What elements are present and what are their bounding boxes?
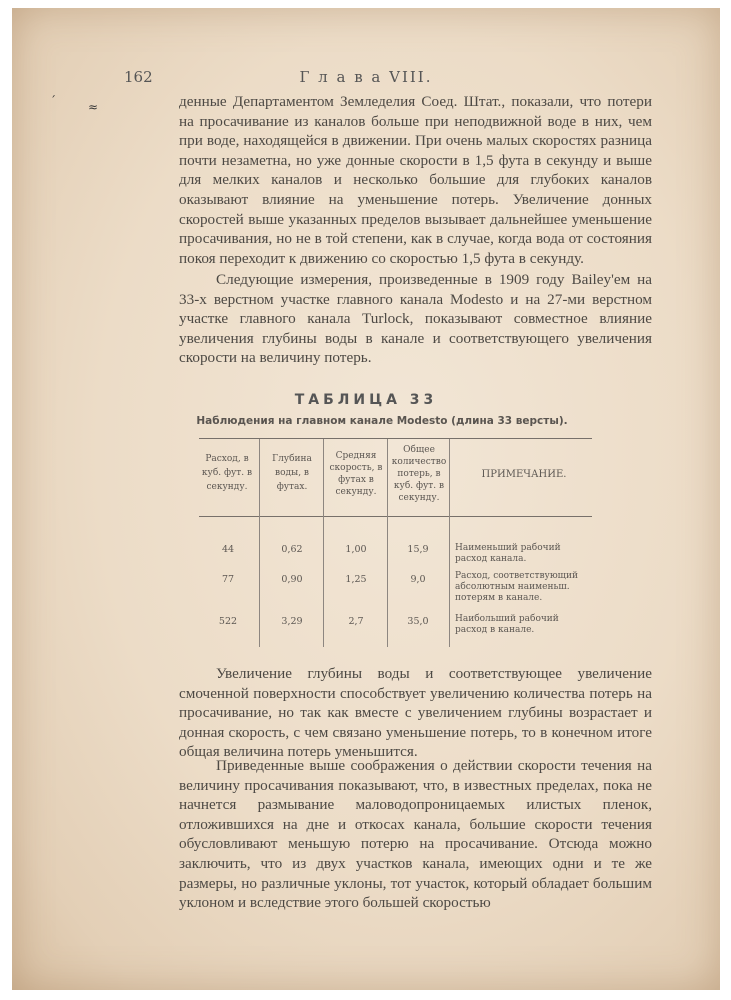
cell-loss-1: 15,9 [407,544,429,555]
cell-flow-2: 77 [221,574,235,585]
cell-note-2: Расход, соответствующий абсолютным наименьш. потерям в канале. [455,571,579,603]
cell-note-3: Наибольший рабочий расход в канале. [455,614,559,635]
cell-speed-2: 1,25 [345,574,367,585]
cell-depth-1: 0,62 [281,544,303,555]
data-table [187,438,592,648]
table-subtitle: Наблюдения на главном канале Modesto (длина 33 версты). [196,415,568,427]
cell-loss-3: 35,0 [407,616,429,627]
paragraph-2: Следующие измерения, произведенные в 1909 году Bailey'ем на 33-х верстном участке главного канала Modesto и на 27-ми верстном участке главного канала Turlock, показывают совместное влияние увеличения глубины воды в канале и соответствующего увеличения скорости на величину потерь. [179,271,652,367]
paragraph-4: Приведенные выше соображения о действии скорости течения на величину просачивания показывают, что, в известных пределах, пока не начнется размывание маловодопроницаемых илистых пленок, отложившихся на дне и откосах канала, большие скорости течения обусловливают меньшую потерю на просачивание. Отсюда можно заключить, что из двух участков канала, имеющих одни и те же размеры, но различные уклоны, тот участок, который обладает большим уклоном и вследствие этого большей скоростью [179,757,652,912]
paragraph-1: денные Департаментом Земледелия Соед. Штат., показали, что потери на просачивание из каналов больше при неподвижной воде в них, чем при воде, находящейся в движении. При очень малых скоростях разница почти незаметна, но уже донные скорости в 1,5 фута в секунду и выше для мелких каналов и несколько большие для глубоких каналов оказывают влияние на уменьшение потерь. Увеличение донных скоростей выше указанных пределов вызывает дальнейшее уменьшение просачивания, но не в той степени, как в случае, когда вода от состояния покоя переходит к движению со скоростью 1,5 фута в секунду. [179,93,652,267]
column-divider [323,439,324,647]
cell-speed-3: 2,7 [348,616,364,627]
table-header-rule [199,516,592,517]
header-loss: Общее количество потерь, в куб. фут. в секунду. [391,445,447,503]
column-divider [449,439,450,647]
header-flow: Расход, в куб. фут. в секунду. [201,454,253,492]
header-speed: Средняя скорость, в футах в секунду. [329,451,383,497]
cell-speed-1: 1,00 [345,544,367,555]
margin-mark: ≈ [88,100,99,114]
paragraph-3: Увеличение глубины воды и соответствующее увеличение смоченной поверхности способствует увеличению количества потерь на просачивание, но так как вместе с увеличением глубины возрастает и донная скорость, с чем связано уменьшение потерь, то в конечном итоге общая величина потерь уменьшится. [179,665,652,761]
page-number: 162 [124,68,153,86]
cell-note-1: Наименьший рабочий расход канала. [455,543,561,564]
book-page [12,8,720,990]
table-title: ТАБЛИЦА 33 [294,392,438,408]
header-note: ПРИМЕЧАНИЕ. [481,469,567,480]
table-top-rule [199,438,592,439]
cell-depth-3: 3,29 [281,616,303,627]
cell-flow-1: 44 [221,544,235,555]
cell-depth-2: 0,90 [281,574,303,585]
cell-flow-3: 522 [218,616,238,627]
running-header [12,68,720,88]
chapter-heading: Г л а в а VIII. [299,68,433,86]
header-depth: Глубина воды, в футах. [272,454,312,492]
margin-mark: ˊ [50,94,56,108]
cell-loss-2: 9,0 [410,574,426,585]
column-divider [259,439,260,647]
